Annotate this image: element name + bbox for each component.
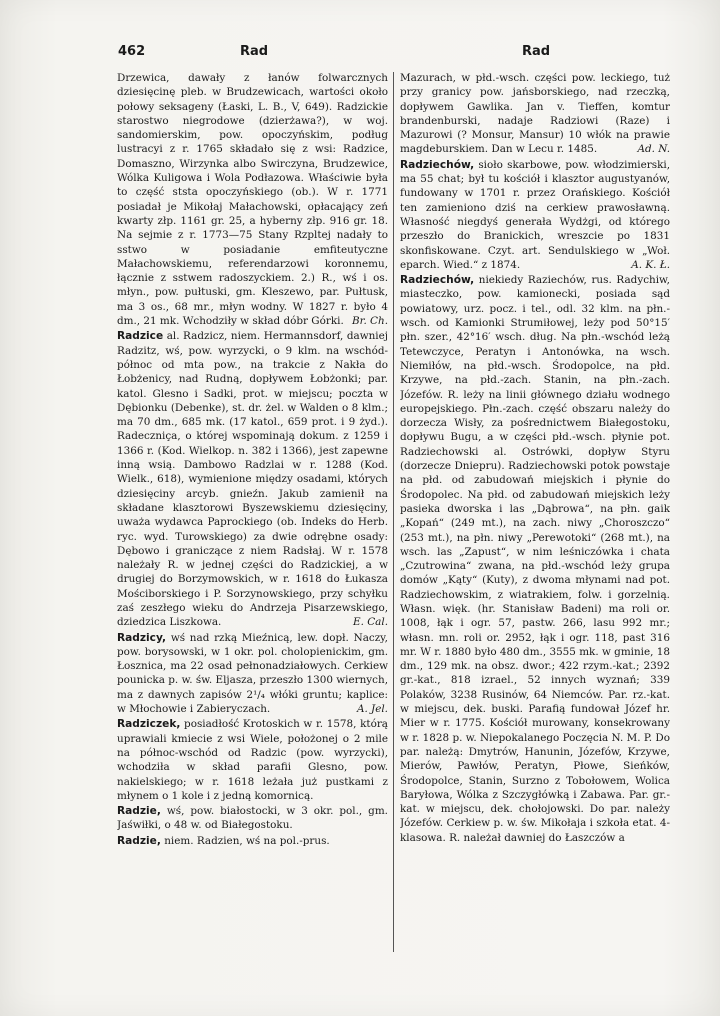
- right-running-head: Rad: [522, 44, 551, 59]
- right-column: [400, 71, 670, 961]
- entry-headword: Radziczek,: [117, 718, 181, 731]
- entry-headword: Radzice: [117, 330, 164, 343]
- entry-text: wś, pow. białostocki, w 3 okr. pol., gm. Jaświłki, o 48 w. od Białegostoku.: [117, 805, 388, 832]
- dictionary-entry: [117, 631, 388, 717]
- dictionary-entry: [117, 804, 388, 833]
- continuation-entry: [117, 71, 388, 328]
- entry-signature: Br. Ch.: [351, 315, 388, 328]
- dictionary-entry: [400, 158, 670, 272]
- continuation-entry: [400, 71, 670, 157]
- left-running-head: Rad: [240, 44, 269, 59]
- column-divider: [393, 72, 394, 952]
- entry-text: sioło skarbowe, pow. włodzimierski, ma 55 chat; był tu kościół i klasztor augustyanów, fundowany w 1701 r. przez Orańskiego. Kościół ten zamieniono dziś na cerkiew prawosławną. Własność niegdyś generała Wydżgi, od którego przeszło do Branickich, wreszcie po 1831 skonfiskowane. Czyt. art. Sendulskiego w „Woł. eparch. Wied.“ z 1874.: [400, 158, 670, 271]
- entry-text: niem. Radzien, wś na pol.-prus.: [164, 834, 330, 847]
- continuation-text: Mazurach, w płd.-wsch. części pow. leckiego, tuż przy granicy pow. jańsborskiego, nad rzeczką, dopływem Gawlika. Jan v. Tieffen, komtur brandenburski, nadaje Radziowi (Raze) i Mazurowi (? Monsur, Mansur) 10 włók na prawie magdeburskiem. Dan w Lecu r. 1485.: [400, 72, 670, 156]
- entry-headword: Radziechów,: [400, 158, 475, 171]
- entry-signature: A. K. Ł.: [631, 258, 670, 271]
- page-header: [110, 44, 670, 64]
- entry-headword: Radzie,: [117, 805, 161, 818]
- dictionary-entry: [117, 717, 388, 803]
- entry-headword: Radzie,: [117, 834, 161, 847]
- page-number: 462: [118, 44, 146, 59]
- entry-text: al. Radzicz, niem. Hermannsdorf, dawniej Radzitz, wś, pow. wyrzycki, o 9 klm. na wschód-północ od mta pow., na trakcie z Nakła do Łobżenicy, nad Rudną, dopływem Łobżonki; par. katol. Glesno i Sadki, prot. w miejscu; poczta w Dębionku (Debenke), st. dr. żel. w Walden o 8 klm.; ma 70 dm., 685 mk. (17 katol., 659 prot. i 9 żyd.). Radeczniça, o której wspominają dokum. z 1259 i 1366 r. (Kod. Wielkop. n. 382 i 1366), jest zapewne inną wsią. Dambowo Radzlai w r. 1288 (Kod. Wielk., 618), wymienione między osadami, których dziesięciny arcyb. gnieźn. Jakub zamienił na składane klasztorowi Byszewskiemu dziesięciny, uważa wydawca Paprockiego (ob. Indeks do Herb. ryc. wyd. Turowskiego) za dwie odrębne osady: Dębowo i graniczące z niem Radsłaj. W r. 1578 należały R. w jednej części do Radzickiej, a w drugiej do Borzymowskich, w r. 1618 do Łukasza Mościborskiego i P. Sorzynowskiego, przy schyłku zaś zeszłego wieku do Andrzeja Pisarzewskiego, dziedzica Liszkowa.: [117, 330, 388, 629]
- entry-text: niekiedy Raziechów, rus. Radychiw, miasteczko, pow. kamionecki, posiada sąd powiatowy, urz. pocz. i tel., odl. 32 klm. na płn.-wsch. od Kamionki Strumiłowej, leży pod 50°15′ płn. szer., 42°16′ wsch. dług. Na płn.-wschód leżą Tetewczyce, Peratyn i Antonówka, na wsch. Niemiłów, na płd.-wsch. Środopolce, na płd. Krzywe, na płd.-zach. Stanin, na płn.-zach. Józefów. R. leży na linii głównego działu wodnego europejskiego. Płn.-zach. część obszaru należy do dorzecza Wisły, za pośrednictwem Białegostoku, dopływu Bugu, a w części płd.-wsch. płynie pot. Radziechowski al. Ostrówki, dopływ Styru (dorzecze Dniepru). Radziechowski potok powstaje na płd. od zabudowań miejskich i płynie do Środopolec. Na płd. od zabudowań miejskich leży pasieka dworska i las „Dąbrowa“, na płn. gaik „Kopań“ (249 mt.), na zach. niwy „Choroszczo“ (253 mt.), na płn. niwy „Perewotoki“ (268 mt.), na wsch. las „Zapust“, w nim leśniczówka i chata „Czutrowina“ zwana, na płd.-wschód leży grupa domów „Kąty“ (Kuty), z dwoma młynami nad pot. Radziechowskim, z wiatrakiem, folw. i gorzelnią. Własn. więk. (hr. Stanisław Badeni) ma roli or. 1008, łąk i ogr. 57, pastw. 266, lasu 992 mr.; własn. mn. roli or. 2952, łąk i ogr. 118, past 316 mr. W r. 1880 było 480 dm., 3555 mk. w gminie, 18 dm., 129 mk. na obsz. dwor.; 422 rzym.-kat.; 2392 gr.-kat., 818 izrael., 52 innych wyznań; 339 Polaków, 3238 Rusinów, 64 Niemców. Par. rz.-kat. w miejscu, dek. buski. Parafią fundował Józef hr. Mier w r. 1775. Kościół murowany, konsekrowany w r. 1828 p. w. Niepokalanego Poczęcia N. M. P. Do par. należą: Dmytrów, Hanunin, Józefów, Krzywe, Mierów, Pawłów, Peratyn, Płowe, Sieńków, Środopolce, Stanin, Surzno z Tobołowem, Wolica Baryłowa, Wólka z Szczygłówką i Zabawa. Par. gr.-kat. w miejscu, dek. chołojowski. Do par. należy Józefów. Cerkiew p. w. św. Mikołaja i szkoła etat. 4-klasowa. R. należał dawniej do Łaszczów a: [400, 274, 670, 844]
- continuation-text: Drzewica, dawały z łanów folwarcznych dziesięcinę pleb. w Brudzewicach, wartości około połowy seksageny (Łaski, L. B., V, 649). Radzickie starostwo niegrodowe (dzierżawa?), w woj. sandomierskim, pow. opoczyńskim, podług lustracyi z r. 1765 składało się z wsi: Radzice, Domaszno, Wirzynka albo Swirczyna, Brudzewice, Wólka Kuligowa i Wola Podłazowa. Właściwie była to część ststa opoczyńskiego (ob.). W r. 1771 posiadał je Mikołaj Małachowski, opłacający zeń kwarty złp. 1161 gr. 25, a hyberny złp. 916 gr. 18. Na sejmie z r. 1773—75 Stany Rzpltej nadały to sstwo w posiadanie emfiteutyczne Małachowskiemu, referendarzowi koronnemu, łącznie z sstwem radoszyckiem. 2.) R., wś i os. młyn., pow. pułtuski, gm. Kleszewo, par. Pułtusk, ma 3 os., 68 mr., młyn wodny. W 1827 r. było 4 dm., 21 mk. Wchodziły w skład dóbr Górki.: [117, 72, 388, 328]
- left-column: [117, 71, 388, 961]
- entry-signature: A. Jel.: [356, 703, 388, 716]
- entry-text: posiadłość Krotoskich w r. 1578, którą uprawiali kmiecie z wsi Wiele, położonej o 2 mile na północ-wschód od Radzic (pow. wyrzycki), wchodziła w skład parafii Glesno, pow. nakielskiego; w r. 1618 leżała już pustkami z młynem o 1 kole i z jedną komornicą.: [117, 718, 388, 802]
- entry-text: wś nad rzką Mieźnicą, lew. dopł. Naczy, pow. borysowski, w 1 okr. pol. cholopienickim, gm. Łosznica, ma 22 osad pełnonadziałowych. Cerkiew pounicka p. w. św. Eljasza, przeszło 1300 wiernych, ma z dawnych zapisów 2¹/₄ włóki gruntu; kaplice: w Młochowie i Zabieryczach.: [117, 631, 388, 716]
- entry-signature: Ad. N.: [637, 143, 670, 156]
- dictionary-entry: [117, 329, 388, 629]
- dictionary-entry: [117, 834, 388, 848]
- entry-headword: Radziechów,: [400, 274, 475, 287]
- entry-headword: Radzicy,: [117, 631, 167, 644]
- entry-signature: E. Cal.: [353, 616, 388, 629]
- dictionary-entry: [400, 273, 670, 845]
